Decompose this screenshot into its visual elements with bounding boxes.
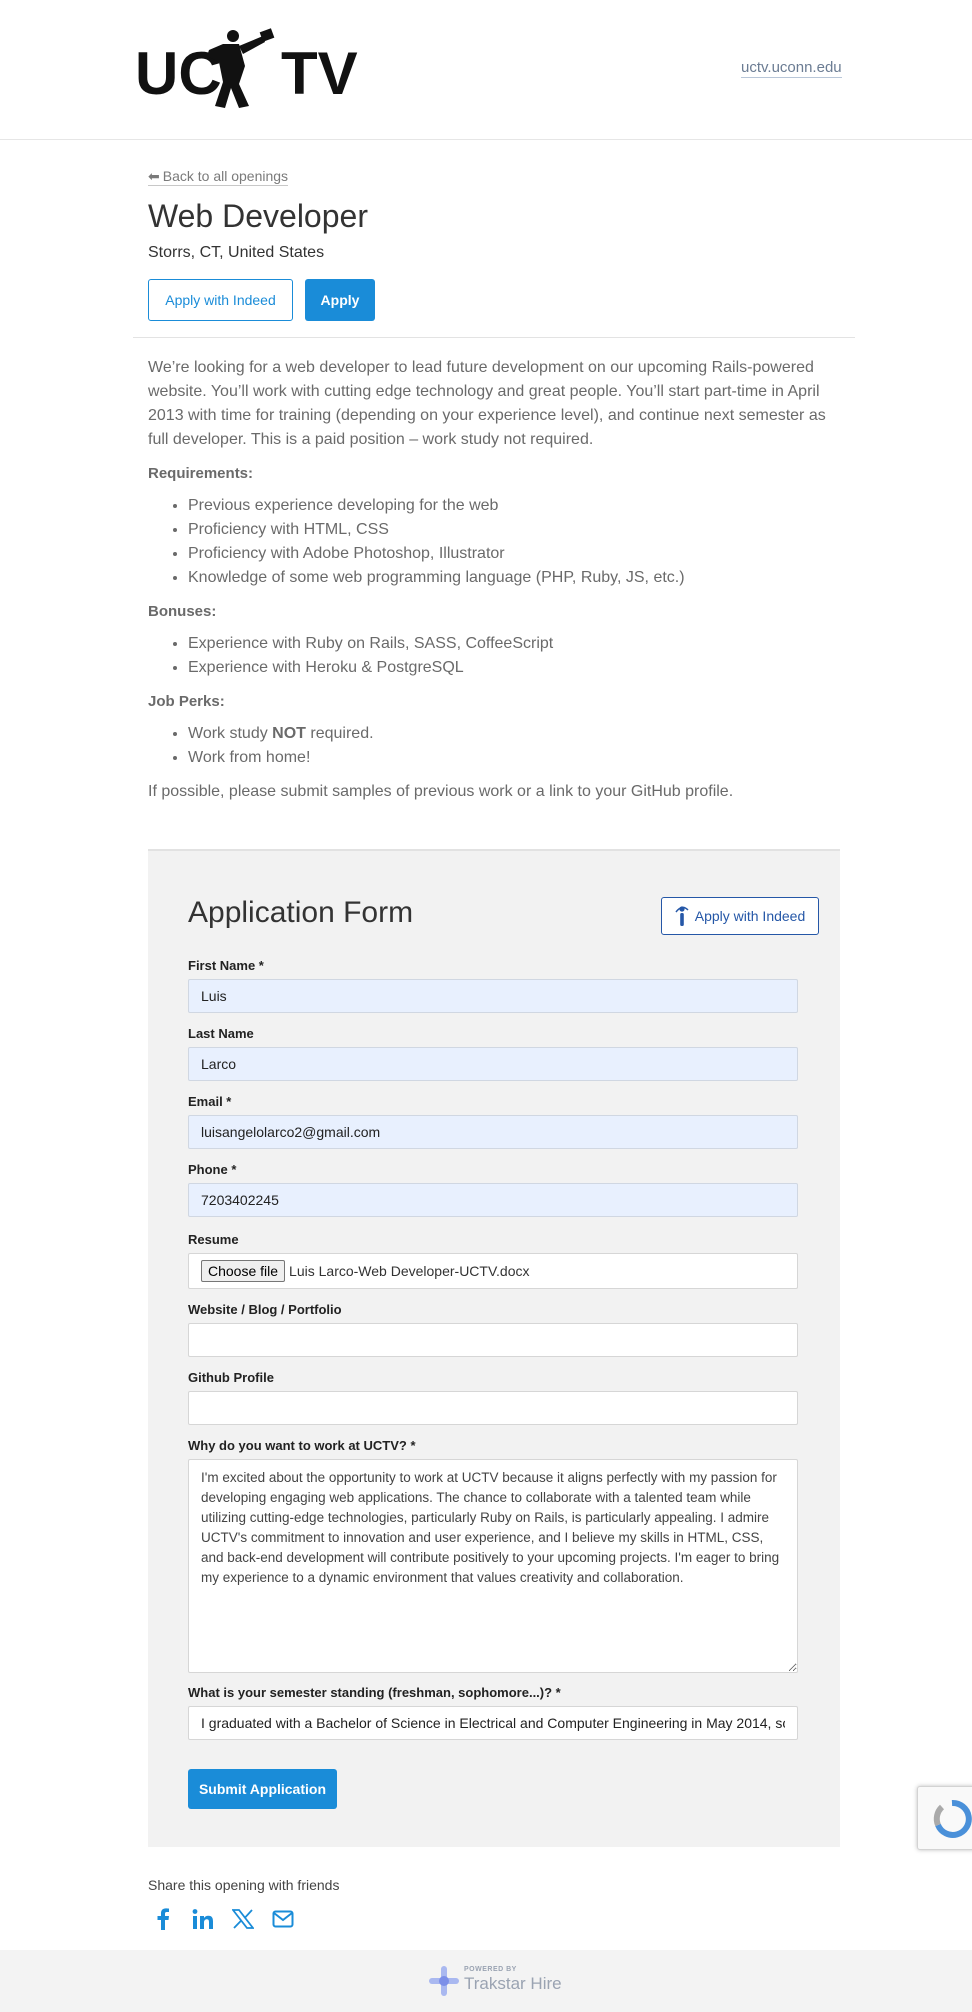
resume-label: Resume <box>188 1232 239 1247</box>
bonuses-list <box>148 632 828 680</box>
last-name-label: Last Name <box>188 1026 254 1041</box>
back-to-openings-link[interactable] <box>148 167 288 186</box>
semester-standing-input[interactable] <box>188 1706 798 1740</box>
arrow-left-icon: ⬅ <box>148 168 160 184</box>
job-location: Storrs, CT, United States <box>148 244 325 261</box>
trakstar-logo-icon <box>428 1964 460 1998</box>
trakstar-hire-brand[interactable]: Trakstar Hire <box>464 1974 562 1993</box>
intro-paragraph: We’re looking for a web developer to lead future development on our upcoming Rails-powered website. You’ll work with cutting edge technology and great people. You’ll start part-time in April 2013 with time for training (depending on your experience level), and continue next semester as full developer. This is a paid position – work study not required. <box>148 359 826 448</box>
phone-input[interactable] <box>188 1183 798 1217</box>
application-form <box>148 849 840 1847</box>
website-label: Website / Blog / Portfolio <box>188 1302 342 1317</box>
requirements-heading: Requirements: <box>148 465 254 482</box>
perks-list <box>148 722 828 770</box>
list-item: • Previous experience developing for the web <box>188 494 828 518</box>
facebook-icon[interactable] <box>150 1906 176 1932</box>
list-item <box>188 722 828 746</box>
perks-heading: Job Perks: <box>148 693 225 710</box>
why-uctv-label: Why do you want to work at UCTV? * <box>188 1438 416 1453</box>
apply-with-indeed-button[interactable]: Apply with Indeed <box>148 279 293 321</box>
indeed-button-label: Apply with Indeed <box>694 908 806 924</box>
form-title: Application Form <box>188 896 414 929</box>
resume-file-input <box>188 1253 798 1289</box>
website-input[interactable] <box>188 1323 798 1357</box>
perk-emphasis: NOT <box>272 725 306 742</box>
x-icon[interactable] <box>230 1906 256 1932</box>
site-header <box>0 0 972 140</box>
share-icons <box>150 1906 296 1932</box>
phone-label: Phone * <box>188 1162 237 1177</box>
first-name-label: First Name * <box>188 958 264 973</box>
choose-file-button[interactable]: Choose file <box>201 1260 285 1282</box>
list-item: • Proficiency with Adobe Photoshop, Illustrator <box>188 542 828 566</box>
why-uctv-textarea[interactable] <box>188 1459 798 1673</box>
email-icon[interactable] <box>270 1906 296 1932</box>
divider <box>133 337 855 338</box>
list-item: • Experience with Heroku & PostgreSQL <box>188 656 828 680</box>
linkedin-icon[interactable] <box>190 1906 216 1932</box>
back-link-label: Back to all openings <box>162 168 289 184</box>
github-input[interactable] <box>188 1391 798 1425</box>
logo-text-left: UC <box>135 40 222 107</box>
uctv-logo[interactable] <box>135 26 365 110</box>
list-item: • Knowledge of some web programming language (PHP, Ruby, JS, etc.) <box>188 566 828 590</box>
resume-filename: Luis Larco-Web Developer-UCTV.docx <box>289 1263 530 1279</box>
submit-application-button[interactable]: Submit Application <box>188 1769 337 1809</box>
job-description <box>148 356 828 814</box>
list-item: • Proficiency with HTML, CSS <box>188 518 828 542</box>
recaptcha-badge[interactable] <box>917 1786 972 1850</box>
logo-text-right: TV <box>281 40 358 107</box>
recaptcha-icon <box>932 1799 972 1839</box>
site-link[interactable]: uctv.uconn.edu <box>741 59 842 76</box>
indeed-icon <box>675 905 689 927</box>
closing-paragraph: If possible, please submit samples of previous work or a link to your GitHub profile. <box>148 783 734 800</box>
job-title: Web Developer <box>148 198 368 234</box>
first-name-input[interactable] <box>188 979 798 1013</box>
list-item: • Work from home! <box>188 746 828 770</box>
email-label: Email * <box>188 1094 232 1109</box>
requirements-list <box>148 494 828 590</box>
bonuses-heading: Bonuses: <box>148 603 217 620</box>
list-item: • Experience with Ruby on Rails, SASS, CoffeeScript <box>188 632 828 656</box>
semester-standing-label: What is your semester standing (freshman, sophomore...)? * <box>188 1685 561 1700</box>
last-name-input[interactable] <box>188 1047 798 1081</box>
share-label: Share this opening with friends <box>148 1877 340 1893</box>
perk-suffix: required. <box>305 725 374 742</box>
form-apply-with-indeed-button[interactable] <box>661 897 819 935</box>
apply-button[interactable]: Apply <box>305 279 375 321</box>
powered-by-label: POWERED BY <box>464 1966 517 1973</box>
github-label: Github Profile <box>188 1370 274 1385</box>
perk-prefix: Work study <box>188 725 273 742</box>
email-input[interactable] <box>188 1115 798 1149</box>
